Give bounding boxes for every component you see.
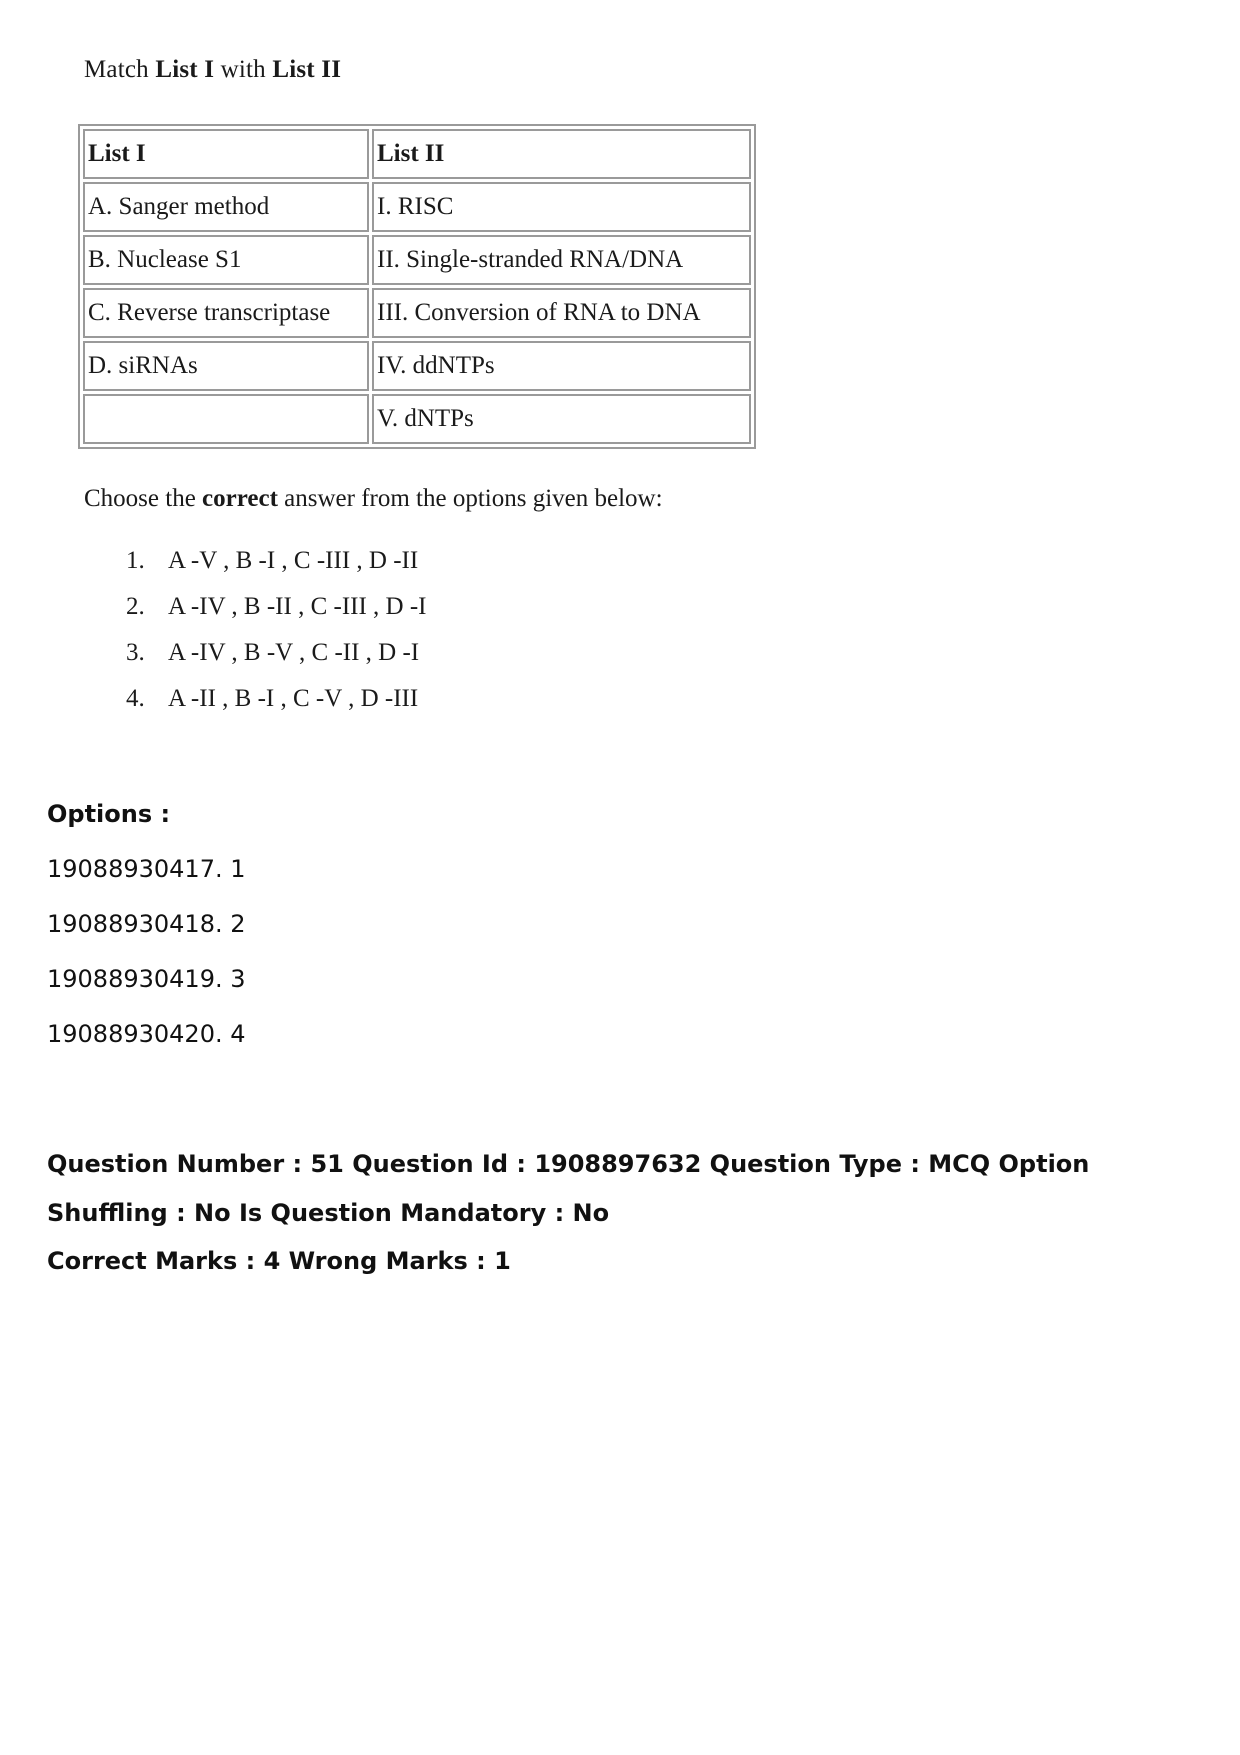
instruction-suffix: answer from the options given below: bbox=[284, 485, 663, 512]
table-cell: B. Nuclease S1 bbox=[83, 235, 369, 285]
choice-list bbox=[126, 547, 778, 731]
list-item bbox=[126, 547, 778, 593]
table-row bbox=[83, 182, 751, 232]
table-cell: IV. ddNTPs bbox=[372, 341, 751, 391]
instruction-bold: correct bbox=[202, 485, 278, 512]
instruction-prefix: Choose the bbox=[84, 485, 196, 512]
option-2: 19088930418. 2 bbox=[47, 910, 246, 938]
marks-info: Correct Marks : 4 Wrong Marks : 1 bbox=[47, 1247, 511, 1275]
table-row bbox=[83, 288, 751, 338]
option-4: 19088930420. 4 bbox=[47, 1020, 246, 1048]
question-image bbox=[78, 48, 778, 731]
table-header-list1: List I bbox=[83, 129, 369, 179]
option-1: 19088930417. 1 bbox=[47, 855, 246, 883]
table-cell: A. Sanger method bbox=[83, 182, 369, 232]
choice-text: A -IV , B -II , C -III , D -I bbox=[168, 593, 427, 620]
list-item bbox=[126, 593, 778, 639]
question-title bbox=[84, 56, 778, 84]
options-label: Options : bbox=[47, 800, 171, 828]
list-item bbox=[126, 685, 778, 731]
list-item bbox=[126, 639, 778, 685]
title-list2: List II bbox=[272, 56, 342, 83]
table-cell: V. dNTPs bbox=[372, 394, 751, 444]
title-mid: with bbox=[220, 56, 266, 83]
title-prefix: Match bbox=[84, 56, 149, 83]
choice-number: 2. bbox=[126, 593, 145, 620]
choice-number: 3. bbox=[126, 639, 145, 666]
table-cell: II. Single-stranded RNA/DNA bbox=[372, 235, 751, 285]
match-table bbox=[78, 124, 756, 449]
table-cell: D. siRNAs bbox=[83, 341, 369, 391]
choice-number: 1. bbox=[126, 547, 145, 574]
title-list1: List I bbox=[155, 56, 215, 83]
table-header-row bbox=[83, 129, 751, 179]
table-cell: I. RISC bbox=[372, 182, 751, 232]
question-instruction bbox=[84, 485, 778, 513]
question-info: Question Number : 51 Question Id : 1908897632 Question Type : MCQ Option Shuffling : No Is Question Mandatory : No bbox=[47, 1150, 1090, 1227]
table-cell bbox=[83, 394, 369, 444]
table-row bbox=[83, 394, 751, 444]
option-3: 19088930419. 3 bbox=[47, 965, 246, 993]
table-cell: III. Conversion of RNA to DNA bbox=[372, 288, 751, 338]
choice-text: A -V , B -I , C -III , D -II bbox=[168, 547, 419, 574]
choice-text: A -IV , B -V , C -II , D -I bbox=[168, 639, 420, 666]
table-cell: C. Reverse transcriptase bbox=[83, 288, 369, 338]
table-row bbox=[83, 341, 751, 391]
choice-number: 4. bbox=[126, 685, 145, 712]
choice-text: A -II , B -I , C -V , D -III bbox=[168, 685, 419, 712]
table-row bbox=[83, 235, 751, 285]
table-header-list2: List II bbox=[372, 129, 751, 179]
